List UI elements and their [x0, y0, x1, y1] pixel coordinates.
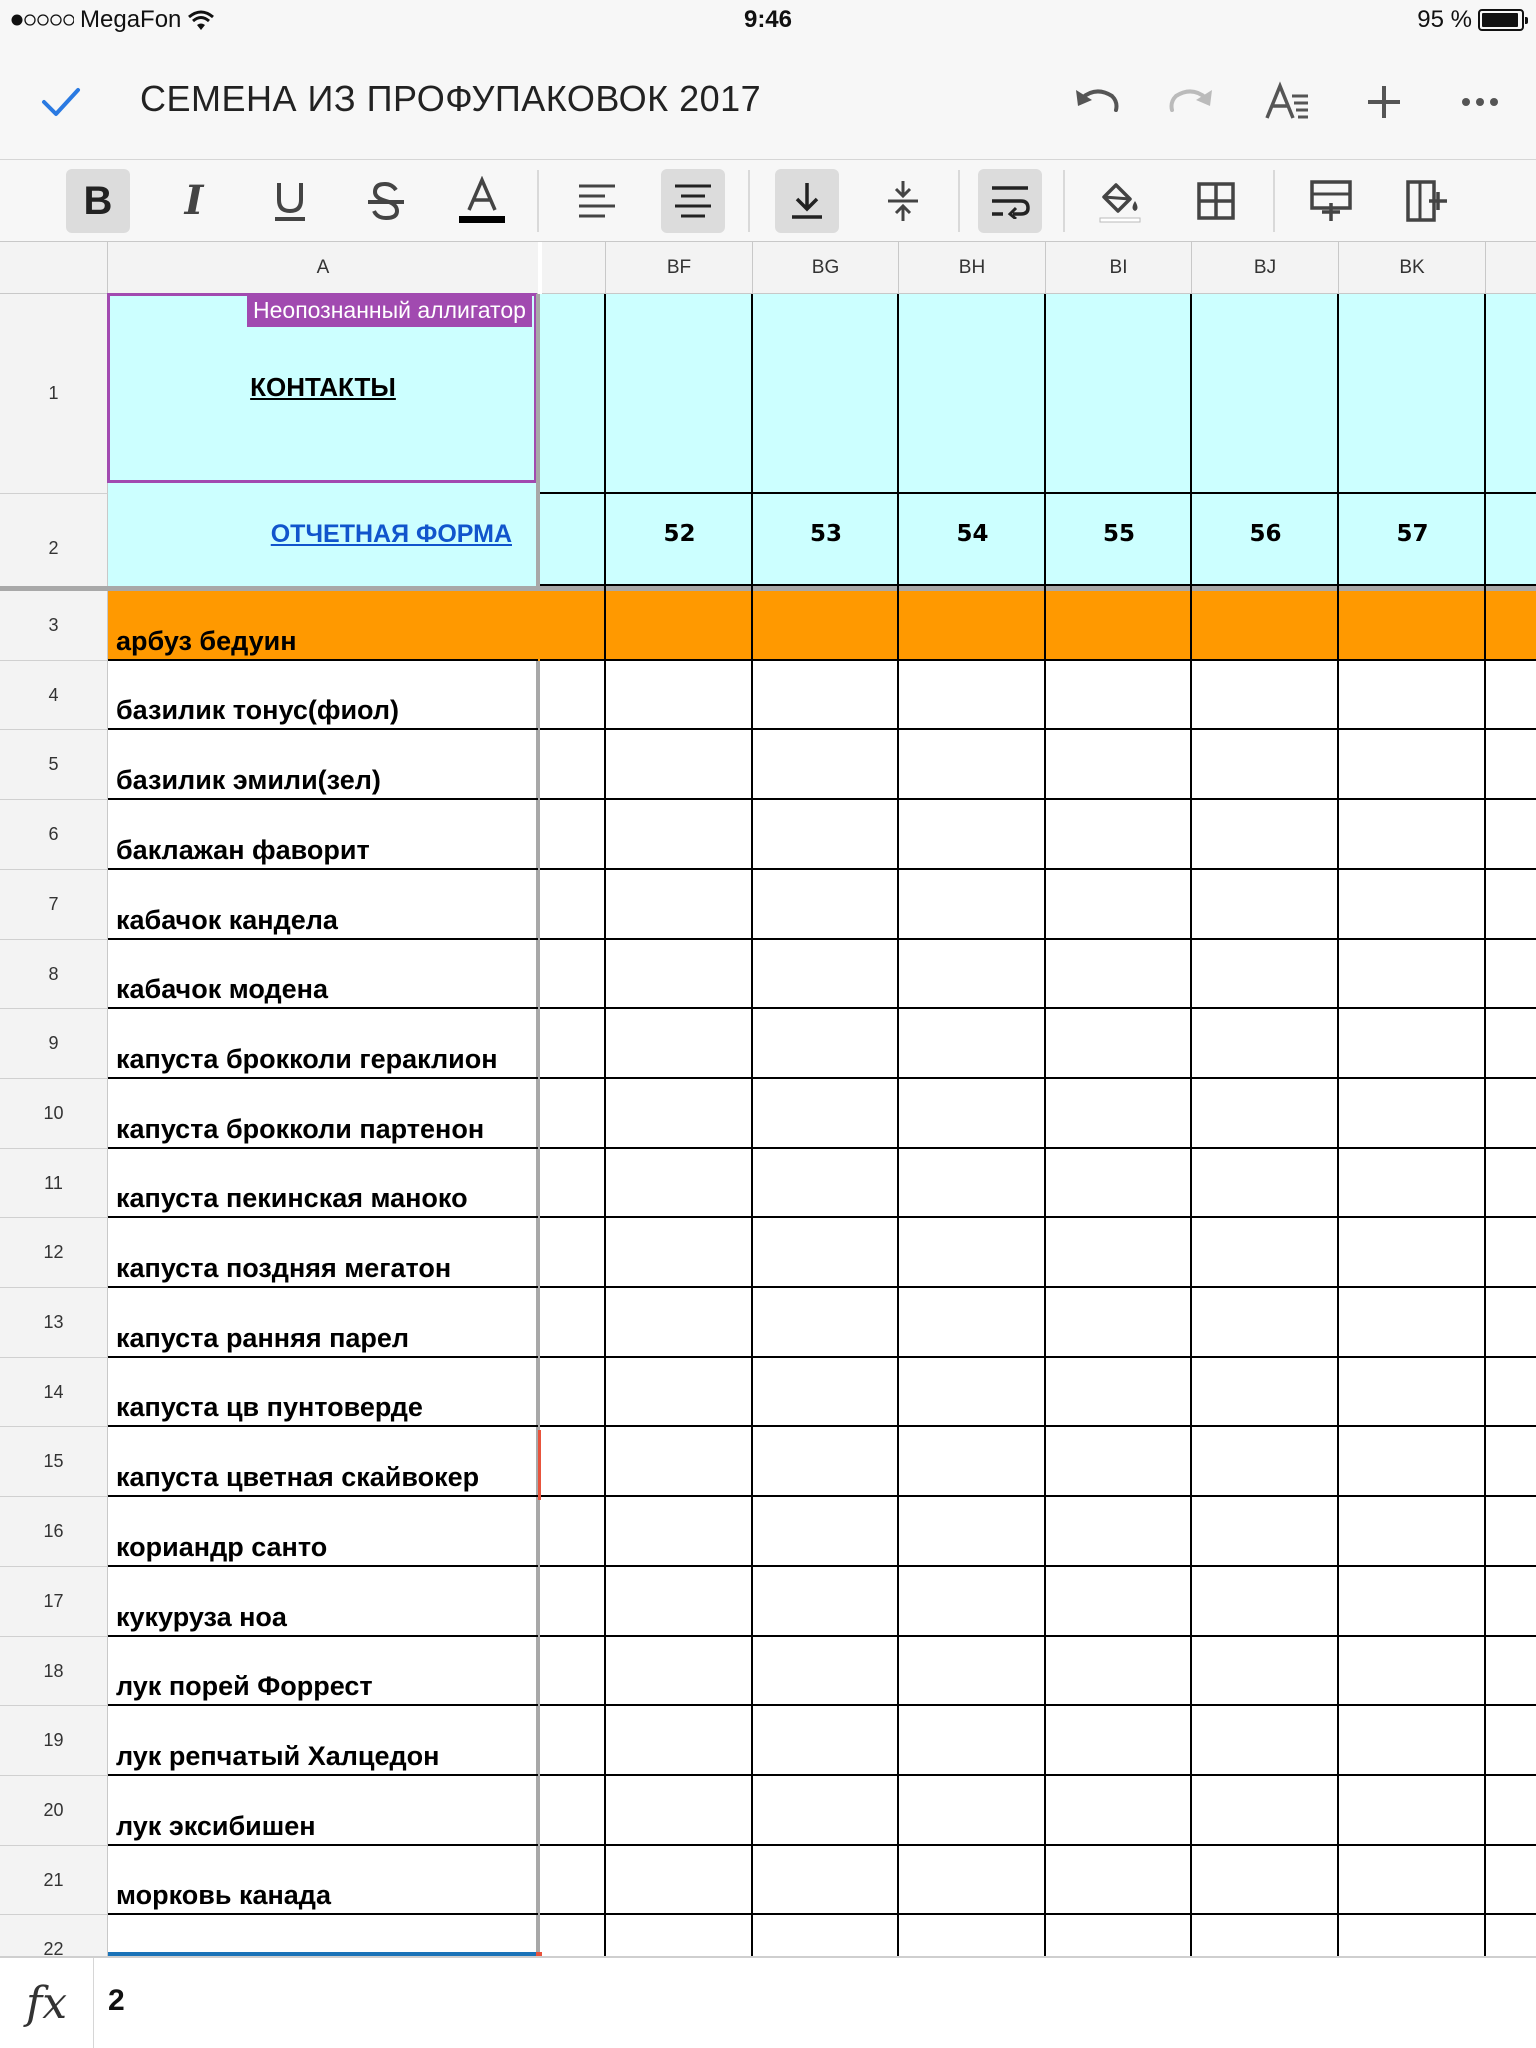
text-format-icon [1264, 80, 1312, 124]
cell-a9[interactable]: капуста брокколи гераклион [108, 1009, 538, 1079]
text-color-button[interactable] [450, 169, 514, 233]
cell-a20[interactable]: лук эксибишен [108, 1776, 538, 1846]
cell-a14[interactable]: капуста цв пунтоверде [108, 1358, 538, 1427]
cell-a4[interactable]: базилик тонус(фиол) [108, 661, 538, 730]
underline-button[interactable] [258, 169, 322, 233]
row-line [540, 584, 1536, 586]
cell-a2-link[interactable]: ОТЧЕТНАЯ ФОРМА [270, 520, 512, 548]
row-line [540, 1704, 1536, 1706]
row-header-13[interactable]: 13 [0, 1288, 108, 1358]
strikethrough-button[interactable] [354, 169, 418, 233]
cell-a17[interactable]: кукуруза ноа [108, 1567, 538, 1637]
column-line [897, 294, 899, 1956]
row-header-15[interactable]: 15 [0, 1427, 108, 1497]
redo-icon [1168, 82, 1216, 122]
align-left-icon [577, 183, 617, 219]
undo-button[interactable] [1066, 72, 1126, 132]
row-header-6[interactable]: 6 [0, 800, 108, 870]
row-line [540, 1913, 1536, 1915]
row-line [540, 1844, 1536, 1846]
cell-a22[interactable] [108, 1915, 538, 1956]
column-header-bk[interactable]: BK [1339, 242, 1486, 294]
column-header-bf[interactable]: BF [606, 242, 753, 294]
column-header-hidden[interactable] [542, 242, 606, 294]
insert-button[interactable] [1354, 72, 1414, 132]
italic-icon: I [184, 177, 204, 224]
row-line [540, 1495, 1536, 1497]
row-header-3[interactable]: 3 [0, 591, 108, 661]
row-header-20[interactable]: 20 [0, 1776, 108, 1846]
select-all-corner[interactable] [0, 242, 108, 294]
bold-icon: B [83, 179, 113, 223]
align-middle-icon [885, 179, 921, 223]
row-header-11[interactable]: 11 [0, 1149, 108, 1218]
row-line [540, 868, 1536, 870]
battery-icon [1478, 9, 1524, 31]
italic-button[interactable] [162, 169, 226, 233]
format-toolbar [0, 160, 1536, 242]
cell-bi2[interactable]: 55 [1102, 521, 1135, 547]
wrap-text-button[interactable] [978, 169, 1042, 233]
align-bottom-button[interactable] [775, 169, 839, 233]
battery-percent: 95 % [1417, 6, 1472, 33]
plus-icon [1364, 82, 1404, 122]
paint-bucket-icon [1098, 179, 1142, 223]
cell-a3[interactable]: арбуз бедуин [108, 591, 538, 661]
underline-icon [272, 180, 308, 222]
document-title[interactable]: СЕМЕНА ИЗ ПРОФУПАКОВОК 2017 [140, 78, 762, 119]
row-line [540, 1286, 1536, 1288]
column-header-bj[interactable]: BJ [1192, 242, 1339, 294]
row-header-12[interactable]: 12 [0, 1218, 108, 1288]
insert-row-icon [1309, 179, 1353, 223]
row-line [540, 1007, 1536, 1009]
cell-a1[interactable]: КОНТАКТЫ [250, 372, 396, 402]
insert-column-button[interactable] [1395, 169, 1459, 233]
fill-color-button[interactable] [1088, 169, 1152, 233]
row-header-14[interactable]: 14 [0, 1358, 108, 1427]
row-header-2[interactable]: 2 [0, 494, 108, 604]
row-header-4[interactable]: 4 [0, 661, 108, 730]
spreadsheet-grid[interactable] [0, 242, 1536, 1956]
row-line [540, 1147, 1536, 1149]
cell-a16[interactable]: кориандр санто [108, 1497, 538, 1567]
cell-a12[interactable]: капуста поздняя мегатон [108, 1218, 538, 1288]
carrier-name: MegaFon [80, 6, 182, 33]
column-header-bi[interactable]: BI [1046, 242, 1192, 294]
row-line [540, 1425, 1536, 1427]
wrap-text-icon [989, 183, 1031, 219]
cell-a21[interactable]: морковь канада [108, 1846, 538, 1915]
align-center-button[interactable] [661, 169, 725, 233]
borders-button[interactable] [1184, 169, 1248, 233]
row-header-7[interactable]: 7 [0, 870, 108, 940]
status-bar [0, 0, 1536, 40]
redo-button[interactable] [1162, 72, 1222, 132]
cell-bf2[interactable]: 52 [663, 521, 696, 547]
row-header-5[interactable]: 5 [0, 730, 108, 800]
column-line [1190, 294, 1192, 1956]
cell-a10[interactable]: капуста брокколи партенон [108, 1079, 538, 1149]
collaborator-label: Неопознанный аллигатор [247, 293, 532, 327]
column-line [751, 294, 753, 1956]
row-line [540, 728, 1536, 730]
column-header-a[interactable]: A [108, 242, 538, 294]
align-middle-button[interactable] [871, 169, 935, 233]
battery-indicator [1417, 6, 1524, 34]
more-menu-button[interactable] [1450, 72, 1510, 132]
row-header-21[interactable]: 21 [0, 1846, 108, 1915]
formula-input[interactable]: 2 [108, 1984, 125, 2017]
row-line [540, 798, 1536, 800]
column-header-next[interactable] [1486, 242, 1536, 294]
row-header-10[interactable]: 10 [0, 1079, 108, 1149]
fx-icon: fx [0, 1958, 94, 2048]
more-icon [1460, 96, 1500, 108]
row-line [540, 492, 1536, 494]
insert-row-button[interactable] [1299, 169, 1363, 233]
borders-icon [1196, 181, 1236, 221]
cell-a7[interactable]: кабачок кандела [108, 870, 538, 940]
strikethrough-icon [366, 180, 406, 222]
row-line [540, 1565, 1536, 1567]
cell-a15[interactable]: капуста цветная скайвокер [108, 1427, 538, 1497]
insert-column-icon [1405, 179, 1449, 223]
align-bottom-icon [789, 181, 825, 221]
column-line [1484, 294, 1486, 1956]
row-line [540, 1356, 1536, 1358]
row-line [540, 938, 1536, 940]
cell-bg2[interactable]: 53 [809, 521, 842, 547]
cell-a6[interactable]: баклажан фаворит [108, 800, 538, 870]
row-line [540, 1216, 1536, 1218]
row-header-19[interactable]: 19 [0, 1706, 108, 1776]
cell-a19[interactable]: лук репчатый Халцедон [108, 1706, 538, 1776]
row-line [540, 1077, 1536, 1079]
row-line [540, 1635, 1536, 1637]
align-center-icon [673, 183, 713, 219]
column-line [1044, 294, 1046, 1956]
cursor-marker [538, 1430, 541, 1500]
cell-a11[interactable]: капуста пекинская маноко [108, 1149, 538, 1218]
cell-bk2[interactable]: 57 [1396, 521, 1429, 547]
bold-button[interactable] [66, 169, 130, 233]
row-header-1[interactable]: 1 [0, 294, 108, 494]
formula-bar [0, 1956, 1536, 2048]
column-line [604, 294, 606, 1956]
title-bar [0, 40, 1536, 160]
align-left-button[interactable] [565, 169, 629, 233]
row-header-17[interactable]: 17 [0, 1567, 108, 1637]
cell-bh2[interactable]: 54 [956, 521, 989, 547]
row-header-16[interactable]: 16 [0, 1497, 108, 1567]
row-header-8[interactable]: 8 [0, 940, 108, 1009]
row-header-22[interactable]: 22 [0, 1915, 108, 1956]
row-line [540, 659, 1536, 661]
row-line [540, 1774, 1536, 1776]
text-format-button[interactable] [1258, 72, 1318, 132]
cell-a8[interactable]: кабачок модена [108, 940, 538, 1009]
row-header-18[interactable]: 18 [0, 1637, 108, 1706]
checkmark-icon [36, 76, 86, 126]
text-color-icon [457, 176, 507, 226]
column-header-bh[interactable]: BH [899, 242, 1046, 294]
row-header-9[interactable]: 9 [0, 1009, 108, 1079]
undo-icon [1072, 82, 1120, 122]
cell-bj2[interactable]: 56 [1249, 521, 1282, 547]
cell-a13[interactable]: капуста ранняя парел [108, 1288, 538, 1358]
column-line [1337, 294, 1339, 1956]
cell-a5[interactable]: базилик эмили(зел) [108, 730, 538, 800]
column-header-bg[interactable]: BG [753, 242, 899, 294]
done-check-button[interactable] [36, 76, 86, 126]
clock: 9:46 [743, 6, 793, 33]
cell-a18[interactable]: лук порей Форрест [108, 1637, 538, 1706]
